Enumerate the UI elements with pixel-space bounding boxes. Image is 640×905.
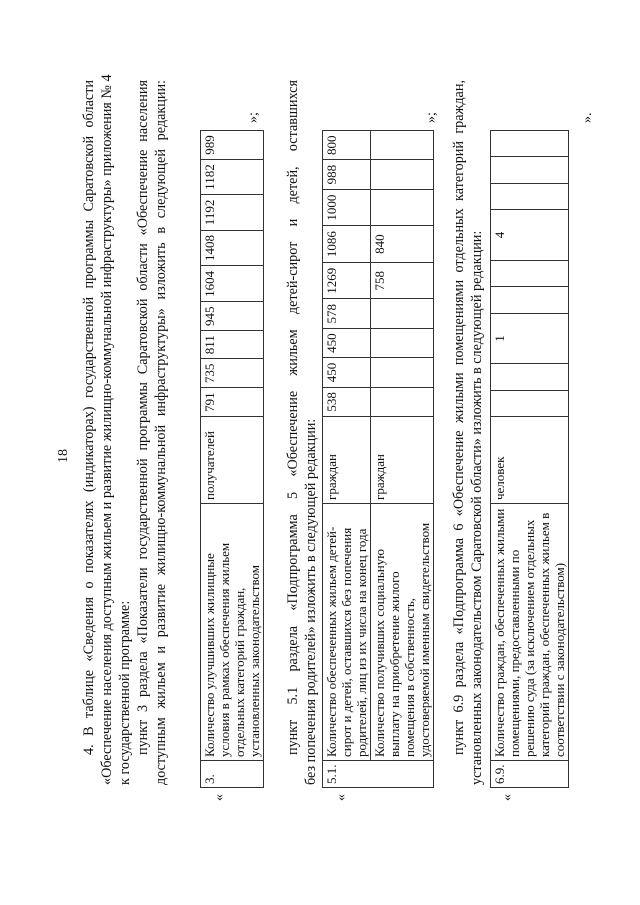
value-cell	[371, 189, 434, 226]
value-cell: 811	[201, 331, 264, 359]
value-cell	[491, 390, 569, 416]
value-cell	[371, 387, 434, 416]
unit-cell: граждан	[323, 417, 371, 504]
table-row	[491, 131, 569, 788]
value-cell: 1	[491, 313, 569, 364]
value-cell: 538	[323, 387, 371, 416]
paragraph-5-1	[284, 80, 320, 785]
value-cell	[371, 160, 434, 189]
row-number: 3.	[201, 761, 264, 788]
table2-close-quote: »;	[424, 112, 439, 123]
table-row	[323, 131, 371, 788]
value-cell	[371, 328, 434, 357]
para-line: без попечения родителей» изложить в следующей редакции:	[303, 418, 319, 785]
table1-close-quote: »;	[246, 112, 261, 123]
unit-cell: получателей	[201, 417, 264, 504]
table3-open-quote: «	[500, 794, 515, 801]
indicator-table-3	[200, 130, 264, 788]
indicator-description: Количество граждан, обеспеченных жилыми помещениями, предоставленными по решению суда (за исключением отдельных категорий граждан, обеспеченных жильем в соответствии с законодательством)	[491, 504, 569, 761]
intro-line: к государственной программе:	[117, 600, 133, 785]
value-cell: 4	[491, 210, 569, 261]
value-cell: 1182	[201, 159, 264, 194]
para-line: пункт 5.1 раздела «Подпрограмма 5 «Обеспечение жильем детей-сирот и детей, оставшихся	[285, 80, 301, 755]
value-cell: 735	[201, 359, 264, 388]
intro-line: 4. В таблице «Сведения о показателях (индикаторах) государственной программы Саратовской области	[81, 80, 97, 755]
value-cell	[491, 364, 569, 390]
table2-open-quote: «	[334, 794, 349, 801]
indicator-description: Количество обеспеченных жильем детей-сирот и детей, оставшихся без попечения родителей, лиц из их числа на конец года	[323, 504, 371, 761]
value-cell	[491, 131, 569, 157]
value-cell: 450	[323, 358, 371, 387]
intro-paragraph	[80, 74, 170, 785]
row-number: 5.1.	[323, 761, 434, 788]
table3-close-quote: ».	[580, 112, 595, 123]
paragraph-6-9	[450, 80, 486, 785]
row-number: 6.9.	[491, 761, 569, 788]
value-cell	[371, 358, 434, 387]
value-cell: 988	[323, 160, 371, 189]
value-cell: 578	[323, 299, 371, 328]
para-line: установленных законодательством Саратовской области» изложить в следующей редакции:	[469, 230, 485, 785]
value-cell: 1086	[323, 226, 371, 263]
page-number: 18	[56, 449, 71, 463]
value-cell	[491, 287, 569, 313]
value-cell: 840	[371, 226, 434, 263]
indicator-description: Количество получивших социальную выплату на приобретение жилого помещения в собственность, удостоверяемой именным свидетельством	[371, 504, 434, 761]
intro-line: «Обеспечение населения доступным жильем и развитие жилищно-коммунальной инфраструктуры» приложения № 4	[99, 74, 115, 785]
value-cell: 1408	[201, 230, 264, 266]
intro-line: доступным жильем и развитие жилищно-коммунальной инфраструктуры» изложить в следующей редакции:	[153, 80, 169, 785]
value-cell: 1192	[201, 195, 264, 230]
indicator-description: Количество улучшивших жилищные условия в рамках обеспечения жильем отдельных категорий граждан, установленных законодательством	[201, 504, 264, 761]
value-cell: 800	[323, 131, 371, 160]
value-cell: 791	[201, 388, 264, 417]
intro-line: пункт 3 раздела «Показатели государственной программы Саратовской области «Обеспечение населения	[135, 80, 151, 755]
value-cell	[491, 157, 569, 183]
value-cell: 1269	[323, 262, 371, 299]
para-line: пункт 6.9 раздела «Подпрограмма 6 «Обеспечение жилыми помещениями отдельных категорий граждан,	[451, 80, 467, 755]
value-cell: 450	[323, 328, 371, 357]
table1-open-quote: «	[212, 794, 227, 801]
value-cell	[371, 131, 434, 160]
indicator-table-6-9	[490, 130, 569, 788]
value-cell: 758	[371, 262, 434, 299]
value-cell	[371, 299, 434, 328]
table-row	[201, 131, 264, 788]
unit-cell: граждан	[371, 417, 434, 504]
value-cell: 1604	[201, 266, 264, 302]
value-cell	[491, 260, 569, 286]
indicator-table-5-1	[322, 130, 434, 788]
value-cell: 989	[201, 131, 264, 160]
table-row	[371, 131, 434, 788]
value-cell: 1000	[323, 189, 371, 226]
unit-cell: человек	[491, 417, 569, 504]
value-cell: 945	[201, 302, 264, 331]
value-cell	[491, 183, 569, 209]
